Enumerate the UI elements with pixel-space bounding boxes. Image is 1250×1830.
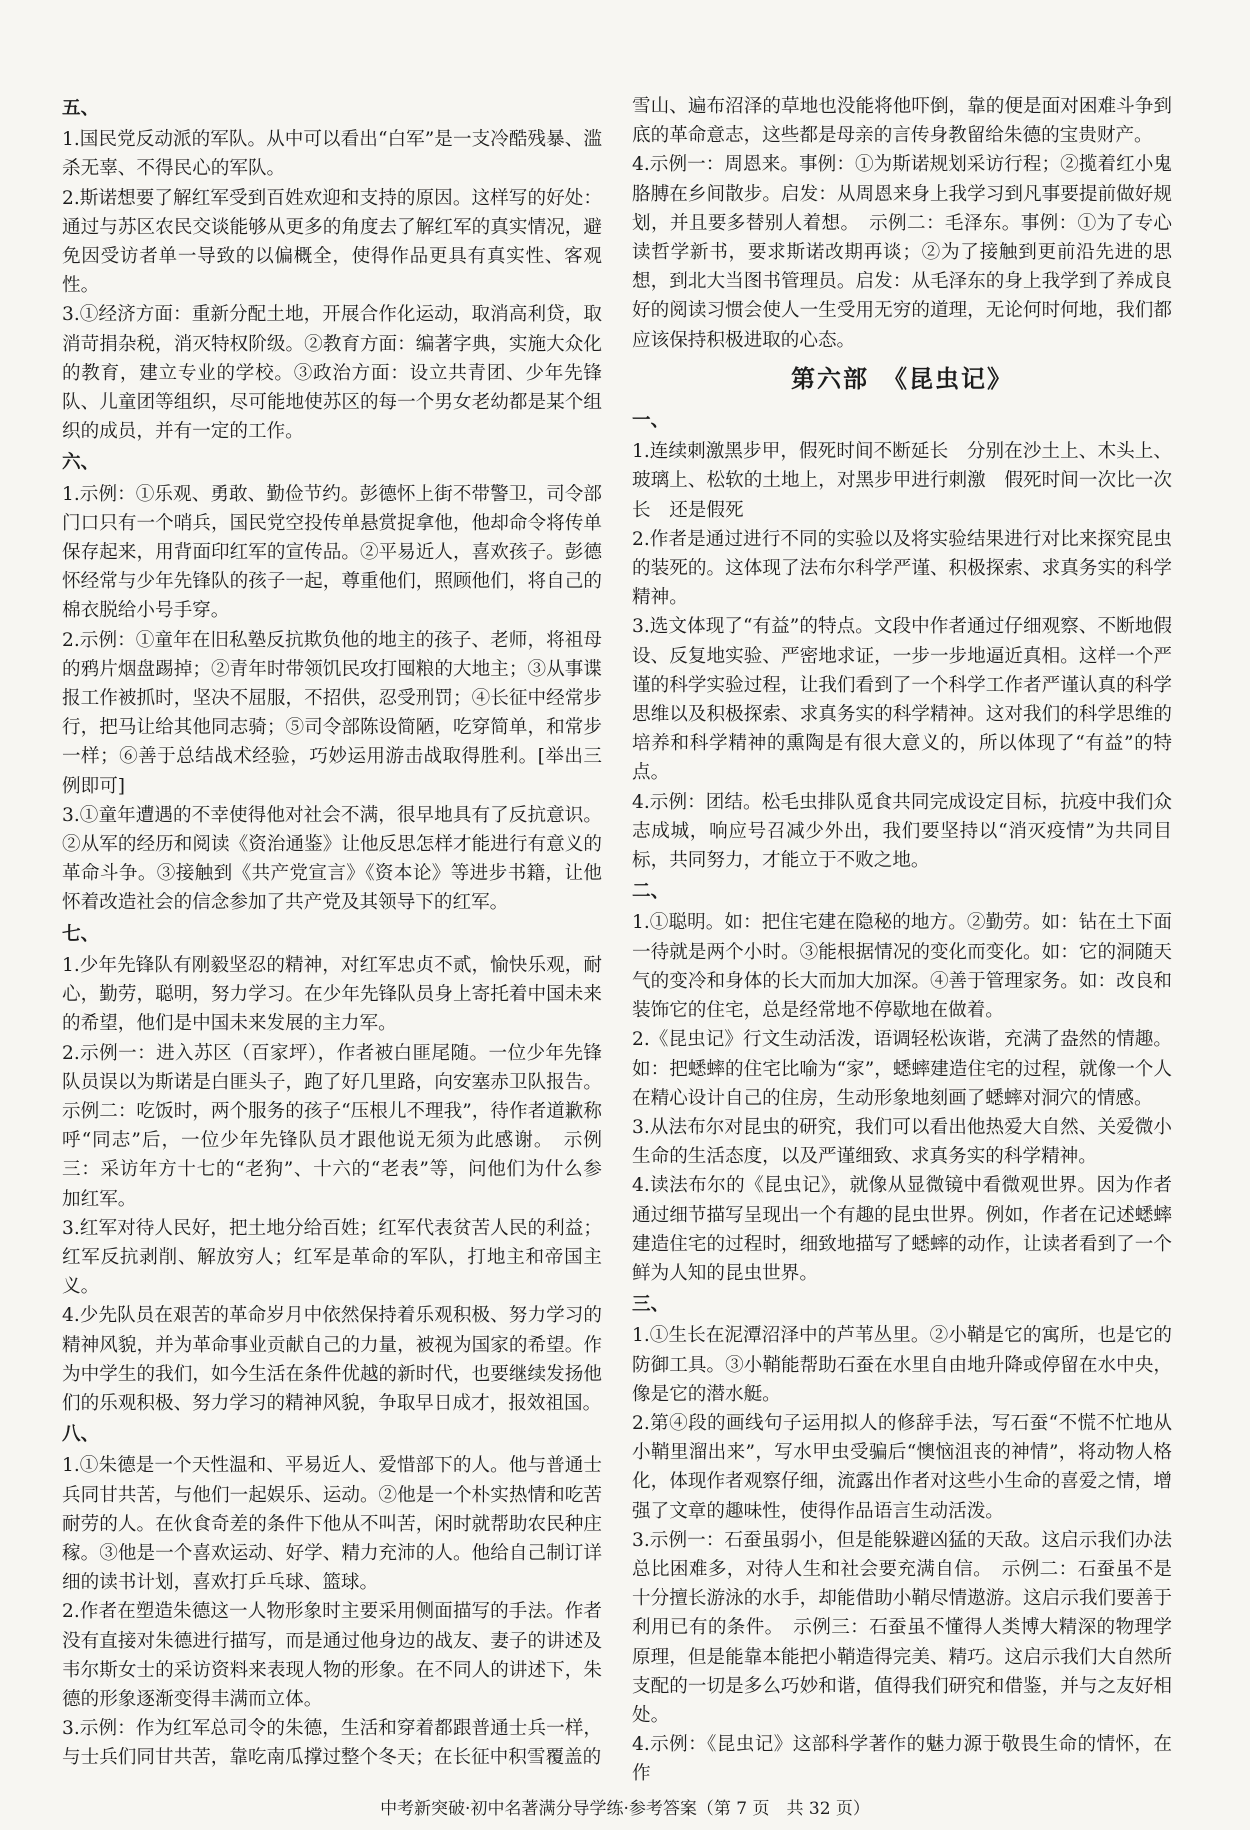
answer-item: 3.示例：作为红军总司令的朱德，生活和穿着都跟普通士兵一样，与士兵们同甘共苦，靠吃南瓜撑过整个冬天；在长征中积雪覆盖的 <box>62 1718 602 1769</box>
right-column <box>632 92 1172 1789</box>
answer-item: 3.示例一：石蚕虽弱小，但是能躲避凶猛的天敌。这启示我们办法总比困难多，对待人生和社会要充满自信。 示例二：石蚕虽不是十分擅长游泳的水手，却能借助小鞘尽情遨游。这启示我们要善于利用已有的条件。 示例三：石蚕虽不懂得人类博大精深的物理学原理，但是能靠本能把小鞘造得完美、精巧。这启示我们大自然所支配的一切是多么巧妙和谐，值得我们研究和借鉴，并与之友好相处。 <box>632 1529 1172 1726</box>
section-heading: 二、 <box>632 881 670 903</box>
answer-item: 1.①聪明。如：把住宅建在隐秘的地方。②勤劳。如：钻在土下面一待就是两个小时。③能根据情况的变化而变化。如：它的洞随天气的变冷和身体的长大而加大加深。④善于管理家务。如：改良和装饰它的住宅，总是经常地不停歇地在做着。 <box>632 912 1172 1022</box>
answer-item: 1.连续刺激黑步甲，假死时间不断延长 分别在沙土上、木头上、玻璃上、松软的土地上，对黑步甲进行刺激 假死时间一次比一次长 还是假死 <box>632 441 1172 521</box>
answer-item: 2.作者是通过进行不同的实验以及将实验结果进行对比来探究昆虫的装死的。这体现了法布尔科学严谨、积极探索、求真务实的科学精神。 <box>632 528 1172 609</box>
answer-item: 3.红军对待人民好，把土地分给百姓；红军代表贫苦人民的利益；红军反抗剥削、解放穷人；红军是革命的军队，打地主和帝国主义。 <box>62 1217 602 1298</box>
answer-item: 3.选文体现了“有益”的特点。文段中作者通过仔细观察、不断地假设、反复地实验、严密地求证，一步一步地逼近真相。这样一个严谨的科学实验过程，让我们看到了一个科学工作者严谨认真的科学思维以及积极探索、求真务实的科学精神。这对我们的科学思维的培养和科学精神的熏陶是有很大意义的，所以体现了“有益”的特点。 <box>632 616 1172 784</box>
answer-item: 2.第④段的画线句子运用拟人的修辞手法，写石蚕“不慌不忙地从小鞘里溜出来”，写水甲虫受骗后“懊恼沮丧的神情”，将动物人格化，体现作者观察仔细，流露出作者对这些小生命的喜爱之情，增强了文章的趣味性，使得作品语言生动活泼。 <box>632 1412 1172 1522</box>
answer-item: 1.国民党反动派的军队。从中可以看出“白军”是一支冷酷残暴、滥杀无辜、不得民心的军队。 <box>62 129 602 180</box>
answer-item: 3.从法布尔对昆虫的研究，我们可以看出他热爱大自然、关爱微小生命的生活态度，以及严谨细致、求真务实的科学精神。 <box>632 1116 1172 1168</box>
answer-item: 2.示例一：进入苏区（百家坪），作者被白匪尾随。一位少年先锋队员误以为斯诺是白匪头子，跑了好几里路，向安塞赤卫队报告。示例二：吃饭时，两个服务的孩子“压根儿不理我”，待作者道歉称呼“同志”后，一位少年先锋队员才跟他说无须为此感谢。 示例三：采访年方十七的“老狗”、十六的“老表”等，问他们为什么参加红军。 <box>62 1042 602 1210</box>
answer-item: 1.少年先锋队有刚毅坚忍的精神，对红军忠贞不贰，愉快乐观，耐心，勤劳，聪明，努力学习。在少年先锋队员身上寄托着中国未来的希望，他们是中国未来发展的主力军。 <box>62 954 602 1035</box>
section-heading: 六、 <box>62 452 100 474</box>
answer-item: 2.作者在塑造朱德这一人物形象时主要采用侧面描写的手法。作者没有直接对朱德进行描写，而是通过他身边的战友、妻子的讲述及韦尔斯女士的采访资料来表现人物的形象。在不同人的讲述下，朱德的形象逐渐变得丰满而立体。 <box>62 1601 602 1710</box>
left-column <box>62 92 602 1773</box>
answer-item: 2.示例：①童年在旧私塾反抗欺负他的地主的孩子、老师，将祖母的鸦片烟盘踢掉；②青年时带领饥民攻打囤粮的大地主；③从事谍报工作被抓时，坚决不屈服，不招供，忍受刑罚；④长征中经常步行，把马让给其他同志骑；⑤司令部陈设简陋，吃穿简单，和常步一样；⑥善于总结战术经验，巧妙运用游击战取得胜利。[举出三例即可] <box>62 629 602 797</box>
answer-item: 4.少先队员在艰苦的革命岁月中依然保持着乐观积极、努力学习的精神风貌，并为革命事业贡献自己的力量，被视为国家的希望。作为中学生的我们，如今生活在条件优越的新时代，也要继续发扬他们的乐观积极、努力学习的精神风貌，争取早日成才，报效祖国。 <box>62 1305 602 1414</box>
answer-item: 3.①经济方面：重新分配土地，开展合作化运动，取消高利贷，取消苛捐杂税，消灭特权阶级。②教育方面：编著字典，实施大众化的教育，建立专业的学校。③政治方面：设立共青团、少年先锋队、儿童团等组织，尽可能地使苏区的每一个男女老幼都是某个组织的成员，并有一定的工作。 <box>62 304 602 443</box>
answer-item: 4.读法布尔的《昆虫记》，就像从显微镜中看微观世界。因为作者通过细节描写呈现出一个有趣的昆虫世界。例如，作者在记述蟋蟀建造住宅的过程时，细致地描写了蟋蟀的动作，让读者看到了一个鲜为人知的昆虫世界。 <box>632 1175 1172 1284</box>
answer-item: 2.《昆虫记》行文生动活泼，语调轻松诙谐，充满了盎然的情趣。如：把蟋蟀的住宅比喻为“家”，蟋蟀建造住宅的过程，就像一个人在精心设计自己的住房，生动形象地刻画了蟋蟀对洞穴的情感。 <box>632 1029 1172 1109</box>
answer-item: 2.斯诺想要了解红军受到百姓欢迎和支持的原因。这样写的好处：通过与苏区农民交谈能够从更多的角度去了解红军的真实情况，避免因受访者单一导致的以偏概全，使得作品更具有真实性、客观性。 <box>62 187 602 297</box>
page-footer: 中考新突破·初中名著满分导学练·参考答案（第 7 页 共 32 页） <box>380 1799 870 1819</box>
answer-item: 4.示例一：周恩来。事例：①为斯诺规划采访行程；②揽着红小鬼胳膊在乡间散步。启发：从周恩来身上我学习到凡事要提前做好规划，并且要多替别人着想。 示例二：毛泽东。事例：①为了专心读哲学新书，要求斯诺改期再谈；②为了接触到更前沿先进的思想，到北大当图书管理员。启发：从毛泽东的身上我学到了养成良好的阅读习惯会使人一生受用无穷的道理，无论何时何地，我们都应该保持积极进取的心态。 <box>632 154 1172 351</box>
part-title: 第六部 《昆虫记》 <box>791 364 1013 393</box>
section-heading: 七、 <box>62 923 100 945</box>
continued-text: 雪山、遍布沼泽的草地也没能将他吓倒，靠的便是面对困难斗争到底的革命意志，这些都是母亲的言传身教留给朱德的宝贵财产。 <box>632 96 1172 147</box>
answer-item: 4.示例：《昆虫记》这部科学著作的魅力源于敬畏生命的情怀，在作 <box>632 1734 1172 1785</box>
section-heading: 三、 <box>632 1294 670 1316</box>
answer-item: 1.①生长在泥潭沼泽中的芦苇丛里。②小鞘是它的寓所，也是它的防御工具。③小鞘能帮助石蚕在水里自由地升降或停留在水中央，像是它的潜水艇。 <box>632 1325 1172 1405</box>
answer-item: 1.①朱德是一个天性温和、平易近人、爱惜部下的人。他与普通士兵同甘共苦，与他们一起娱乐、运动。②他是一个朴实热情和吃苦耐劳的人。在伙食奇差的条件下他从不叫苦，闲时就帮助农民种庄稼。③他是一个喜欢运动、好学、精力充沛的人。他给自己制订详细的读书计划，喜欢打乒乓球、篮球。 <box>62 1455 602 1594</box>
section-heading: 五、 <box>62 98 100 119</box>
section-heading: 八、 <box>62 1424 100 1446</box>
section-heading: 一、 <box>632 410 670 432</box>
answer-item: 1.示例：①乐观、勇敢、勤俭节约。彭德怀上街不带警卫，司令部门口只有一个哨兵，国民党空投传单悬赏捉拿他，他却命令将传单保存起来，用背面印红军的宣传品。②平易近人，喜欢孩子。彭德怀经常与少年先锋队的孩子一起，尊重他们，照顾他们，将自己的棉衣脱给小号手穿。 <box>62 483 602 622</box>
answer-item: 4.示例：团结。松毛虫排队觅食共同完成设定目标，抗疫中我们众志成城，响应号召减少外出，我们要坚持以“消灭疫情”为共同目标，共同努力，才能立于不败之地。 <box>632 791 1172 872</box>
answer-item: 3.①童年遭遇的不幸使得他对社会不满，很早地具有了反抗意识。②从军的经历和阅读《资治通鉴》让他反思怎样才能进行有意义的革命斗争。③接触到《共产党宣言》《资本论》等进步书籍，让他怀着改造社会的信念参加了共产党及其领导下的红军。 <box>62 804 602 914</box>
